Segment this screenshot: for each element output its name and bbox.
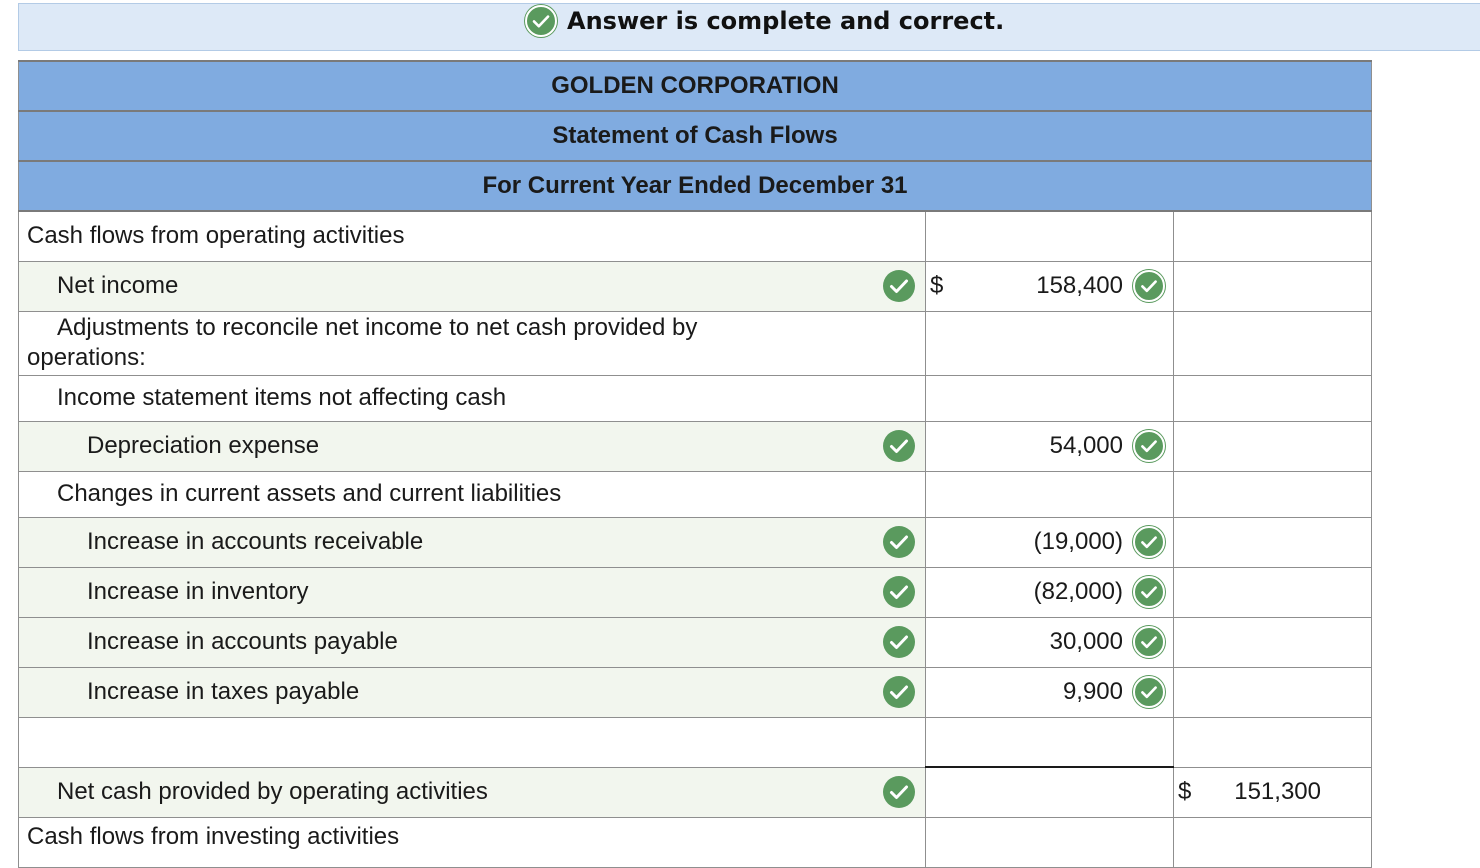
row-label: Increase in accounts payable [87,628,398,655]
header-row-period [19,161,1372,211]
amount-value: 9,900 [1062,678,1123,705]
total-cell[interactable] [1174,471,1372,517]
row-label: Increase in accounts receivable [87,528,424,555]
dollar-sign: $ [1178,778,1192,805]
row-label: Increase in taxes payable [87,678,360,705]
statement-title: Statement of Cash Flows [19,111,1372,161]
company-name: GOLDEN CORPORATION [19,61,1372,111]
amount-value: (82,000) [1033,578,1123,605]
table-row [19,261,1372,311]
row-label-cell[interactable] [19,567,926,617]
amount-cell[interactable] [926,767,1174,817]
amount-value: 54,000 [1049,432,1123,459]
table-row [19,567,1372,617]
table-row [19,667,1372,717]
table-row [19,375,1372,421]
total-cell[interactable] [1174,617,1372,667]
table-row [19,767,1372,817]
amount-cell[interactable] [926,567,1174,617]
amount-cell[interactable] [926,311,1174,375]
total-cell[interactable] [1174,311,1372,375]
row-label-cell[interactable] [19,421,926,471]
total-value: 151,300 [1234,778,1321,805]
row-label-cell[interactable] [19,767,926,817]
check-circle-icon [525,5,557,37]
total-cell[interactable] [1174,667,1372,717]
table-row [19,817,1372,867]
row-label-cell [19,311,926,375]
result-banner [18,3,1480,51]
total-cell[interactable] [1174,817,1372,867]
row-label: Depreciation expense [87,432,320,459]
check-icon [883,526,915,558]
table-row [19,211,1372,261]
amount-cell[interactable] [926,617,1174,667]
row-label: Cash flows from investing activities [27,822,400,850]
check-icon [1133,270,1165,302]
row-label-cell [19,471,926,517]
check-icon [883,270,915,302]
amount-cell[interactable] [926,471,1174,517]
amount-value: 30,000 [1049,628,1123,655]
total-cell[interactable] [1174,261,1372,311]
header-row-company [19,61,1372,111]
row-label-cell[interactable] [19,617,926,667]
amount-value: 158,400 [1036,272,1123,299]
total-cell[interactable] [1174,767,1372,817]
table-row [19,471,1372,517]
row-label-cell[interactable] [19,717,926,767]
table-row [19,421,1372,471]
statement-period: For Current Year Ended December 31 [19,161,1372,211]
amount-cell[interactable] [926,717,1174,767]
row-label-cell[interactable] [19,261,926,311]
row-label: Cash flows from operating activities [27,222,405,250]
amount-value: (19,000) [1033,528,1123,555]
total-cell[interactable] [1174,375,1372,421]
table-row [19,517,1372,567]
cash-flow-statement-table [18,60,1372,868]
banner-text: Answer is complete and correct. [567,7,1005,35]
amount-cell[interactable] [926,375,1174,421]
check-icon [1133,526,1165,558]
table-row [19,311,1372,375]
check-icon [883,626,915,658]
row-label: Income statement items not affecting cash [57,384,507,411]
row-label-cell[interactable] [19,667,926,717]
amount-cell[interactable] [926,817,1174,867]
row-label: Changes in current assets and current liabilities [57,480,562,507]
row-label-cell [19,817,926,867]
check-icon [883,676,915,708]
row-label-cell [19,211,926,261]
table-row [19,717,1372,767]
total-cell[interactable] [1174,421,1372,471]
total-cell[interactable] [1174,717,1372,767]
row-label: Adjustments to reconcile net income to net cash provided by operations: [27,314,698,371]
row-label: Increase in inventory [87,578,309,605]
banner-content [525,4,1004,38]
check-icon [1133,576,1165,608]
check-icon [1133,430,1165,462]
amount-cell[interactable] [926,421,1174,471]
check-icon [883,430,915,462]
total-cell[interactable] [1174,211,1372,261]
row-label: Net cash provided by operating activities [57,778,488,805]
amount-cell[interactable] [926,211,1174,261]
check-icon [1133,676,1165,708]
amount-cell[interactable] [926,667,1174,717]
row-label-cell [19,375,926,421]
total-cell[interactable] [1174,517,1372,567]
amount-cell[interactable] [926,261,1174,311]
header-row-title [19,111,1372,161]
total-cell[interactable] [1174,567,1372,617]
row-label: Net income [57,272,179,299]
row-label-cell[interactable] [19,517,926,567]
check-icon [1133,626,1165,658]
table-row [19,617,1372,667]
dollar-sign: $ [930,272,944,299]
check-icon [883,776,915,808]
amount-cell[interactable] [926,517,1174,567]
check-icon [883,576,915,608]
